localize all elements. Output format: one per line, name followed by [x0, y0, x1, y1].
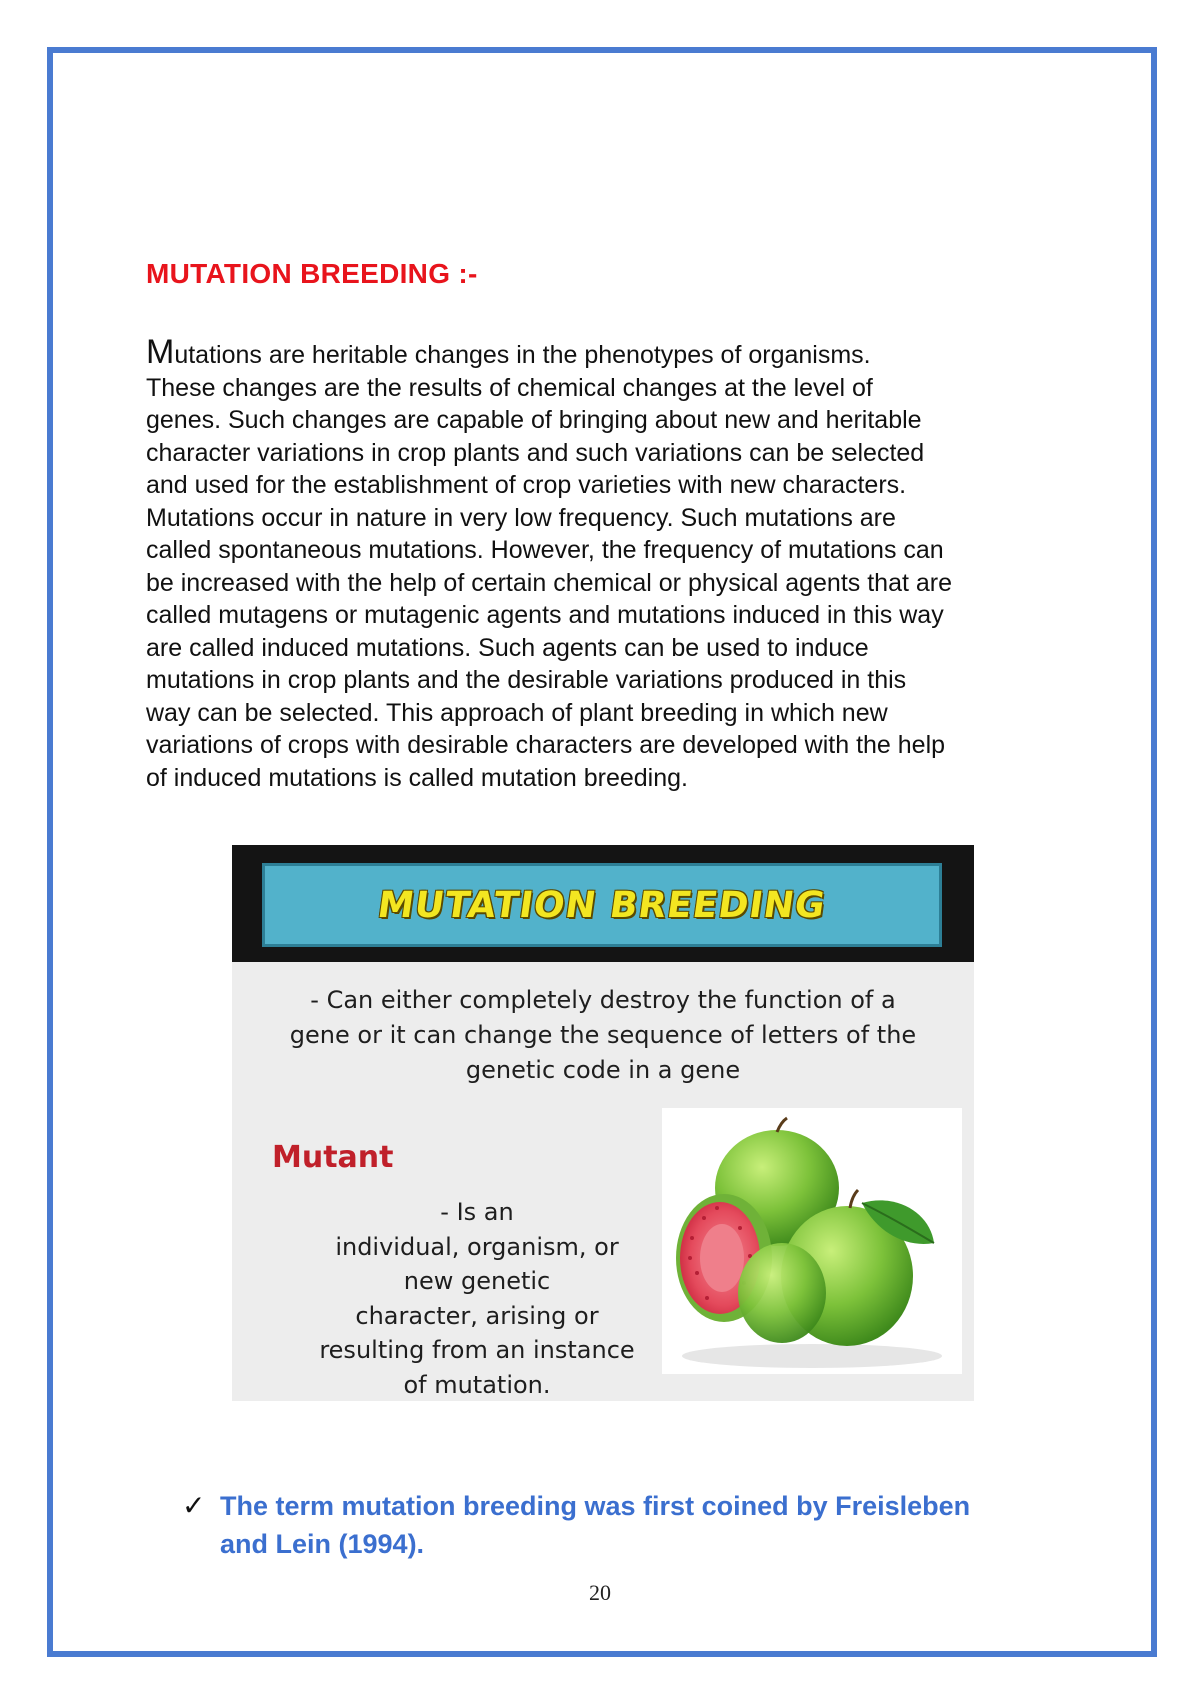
drop-letter: M	[146, 333, 175, 371]
mutant-definition-line: resulting from an instance	[319, 1336, 635, 1364]
mutant-definition-line: of mutation.	[403, 1370, 551, 1399]
mutant-definition-line: new genetic	[403, 1267, 551, 1295]
figure-banner-title: MUTATION BREEDING	[375, 884, 829, 926]
paragraph-line: variations of crops with desirable characters are developed with the help	[146, 731, 946, 759]
mutant-title: Mutant	[272, 1140, 394, 1175]
figure-intro	[272, 983, 934, 1088]
mutant-definition	[272, 1195, 682, 1401]
paragraph-line-text: utations are heritable changes in the phenotypes of organisms.	[174, 341, 871, 369]
note-line: and Lein (1994).	[220, 1529, 425, 1559]
paragraph-line: are called induced mutations. Such agents can be used to induce	[146, 633, 869, 662]
page-number: 20	[589, 1580, 611, 1605]
paragraph-line: of induced mutations is called mutation breeding.	[146, 763, 688, 792]
mutation-breeding-figure	[232, 845, 974, 1401]
figure-intro-line: genetic code in a gene	[465, 1056, 741, 1084]
paragraph-line: Mutations occur in nature in very low frequency. Such mutations are	[146, 503, 896, 532]
guava-illustration	[662, 1108, 962, 1374]
paragraph-line: be increased with the help of certain chemical or physical agents that are	[146, 568, 953, 597]
paragraph-line: way can be selected. This approach of plant breeding in which new	[146, 698, 888, 727]
paragraph-line: genes. Such changes are capable of bringing about new and heritable	[146, 406, 922, 434]
paragraph-line: mutations in crop plants and the desirable variations produced in this	[146, 666, 907, 694]
paragraph-line: These changes are the results of chemical changes at the level of	[146, 373, 873, 402]
guava-fruits-icon	[662, 1108, 962, 1374]
checkmark-icon: ✓	[182, 1490, 206, 1521]
mutant-definition-line: - Is an	[440, 1198, 514, 1226]
section-heading: MUTATION BREEDING :-	[146, 258, 478, 289]
figure-banner	[262, 863, 942, 947]
figure-header	[232, 845, 974, 962]
paragraph-line	[146, 333, 1086, 372]
note-bullet	[182, 1487, 1042, 1563]
note-line: The term mutation breeding was first coined by Freisleben	[220, 1491, 971, 1521]
mutant-definition-line: individual, organism, or	[335, 1232, 619, 1261]
paragraph-line: called mutagens or mutagenic agents and mutations induced in this way	[146, 601, 944, 629]
note-text	[220, 1487, 1042, 1563]
mutant-definition-line: character, arising or	[355, 1301, 599, 1330]
figure-intro-line: - Can either completely destroy the function of a	[310, 986, 896, 1014]
paragraph-line: character variations in crop plants and such variations can be selected	[146, 438, 925, 467]
paragraph-line: and used for the establishment of crop varieties with new characters.	[146, 471, 907, 499]
figure-intro-line: gene or it can change the sequence of letters of the	[289, 1021, 917, 1049]
paragraph-line: called spontaneous mutations. However, the frequency of mutations can	[146, 536, 944, 564]
body-paragraph	[146, 333, 1086, 794]
